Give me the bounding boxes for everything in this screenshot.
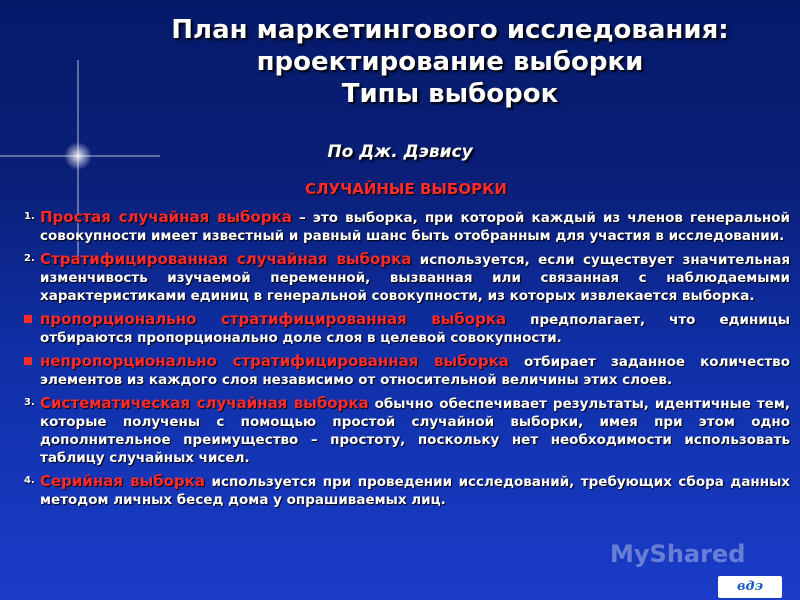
publisher-logo: вдэ [718,576,782,598]
item-number: 4. [24,475,35,486]
item-text: отбирает заданное количество элементов из каждого слоя независимо от относительной величины этих слоев. [40,354,790,388]
item-text: используется при проведении исследований, требующих сбора данных методом личных бесед дома у опрашиваемых лиц. [40,474,791,508]
item-text: обычно обеспечивает результаты, идентичные тем, которые получены с помощью простой случайной выборки, имея при этом одно дополнительное преимущество – простоту, поскольку нет необходимости использовать таблицу случайных чисел. [40,396,791,466]
item-term: Серийная выборка [40,472,205,490]
item-term: Стратифицированная случайная выборка [40,250,412,268]
list-item [20,394,790,467]
item-text: предполагает, что единицы отбираются пропорционально доле слоя в целевой совокупности. [40,312,790,346]
watermark: MyShared [610,540,746,568]
title-line-1: План маркетингового исследования: [171,15,729,45]
list-item [20,310,790,347]
item-term: пропорционально стратифицированная выборка [40,310,507,328]
title-line-3: Типы выборок [341,79,559,109]
list-item [20,472,790,509]
item-term: непропорционально стратифицированная выборка [40,352,509,370]
item-text: используется, если существует значительная изменчивость изучаемой переменной, вызванная или связанная с наблюдаемыми характеристиками единиц в генеральной совокупности, из которых извлекается выборка. [40,252,790,304]
square-bullet-icon [24,357,32,365]
item-term: Простая случайная выборка [40,208,292,226]
item-number: 3. [24,397,35,408]
section-heading: СЛУЧАЙНЫЕ ВЫБОРКИ [305,180,507,198]
square-bullet-icon [24,315,32,323]
title-line-2: проектирование выборки [256,47,644,77]
author-credit: По Дж. Дэвису [327,142,473,162]
list-item [20,352,790,389]
item-number: 2. [24,253,35,264]
slide-title [120,14,780,110]
item-term: Систематическая случайная выборка [40,394,369,412]
item-text: – это выборка, при которой каждый из членов генеральной совокупности имеет известный и равный шанс быть отобранным для участия в исследовании. [40,210,790,244]
list-item [20,208,790,245]
list-item [20,250,790,305]
item-number: 1. [24,211,35,222]
content-list [20,208,790,514]
